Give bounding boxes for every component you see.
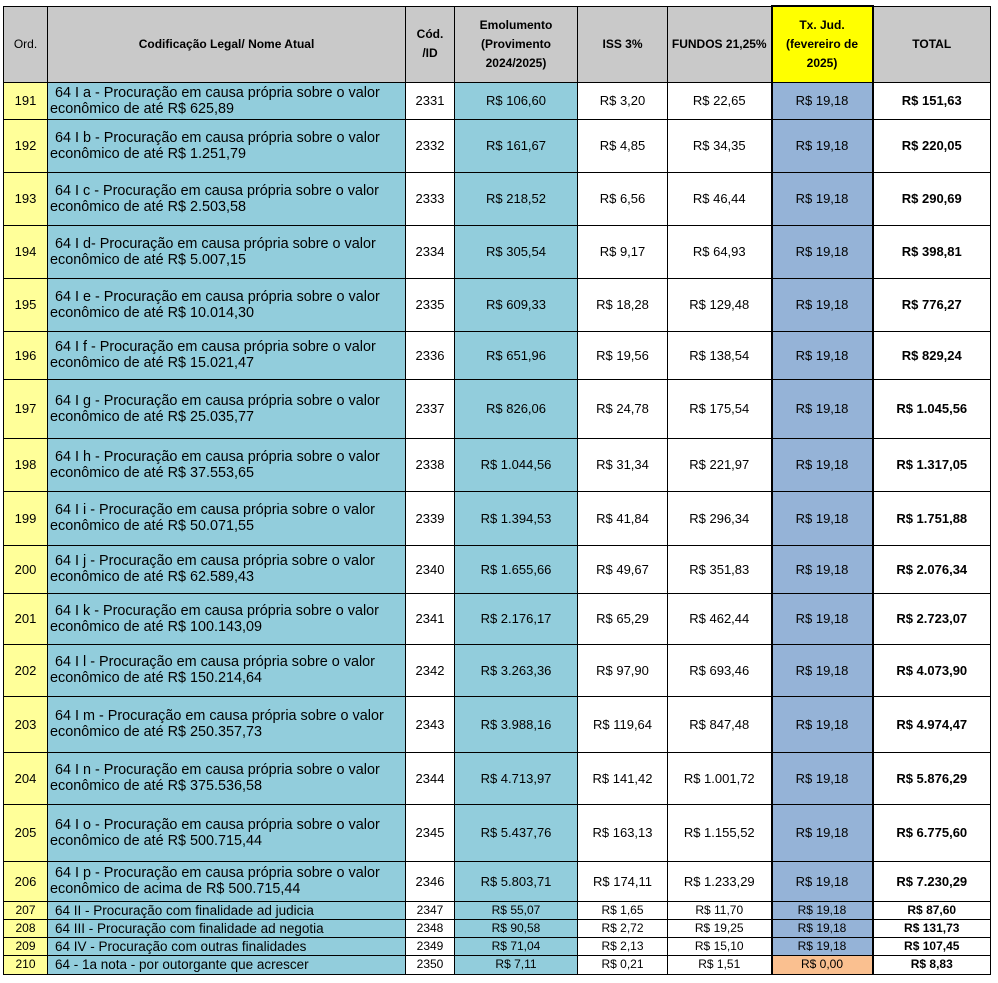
total-cell: R$ 8,83 bbox=[873, 955, 991, 974]
description-line-1: 64 I e - Procuração em causa própria sobre o valor bbox=[55, 288, 380, 305]
ord-cell: 197 bbox=[4, 379, 48, 438]
tx-jud-cell: R$ 19,18 bbox=[772, 752, 873, 804]
ord-cell: 195 bbox=[4, 278, 48, 331]
fundos-cell: R$ 462,44 bbox=[668, 593, 772, 644]
emolumento-cell: R$ 2.176,17 bbox=[455, 593, 578, 644]
description-cell bbox=[48, 955, 406, 974]
header-ord: Ord. bbox=[4, 6, 48, 82]
emolumento-cell: R$ 3.988,16 bbox=[455, 696, 578, 752]
iss-cell: R$ 6,56 bbox=[578, 172, 668, 225]
table-row bbox=[4, 119, 991, 172]
fundos-cell: R$ 64,93 bbox=[668, 225, 772, 278]
emolumento-cell: R$ 218,52 bbox=[455, 172, 578, 225]
header-tx-jud: Tx. Jud. (fevereiro de 2025) bbox=[772, 6, 873, 82]
description-line-2: econômico de até R$ 50.071,55 bbox=[50, 518, 255, 534]
iss-cell: R$ 24,78 bbox=[578, 379, 668, 438]
tx-jud-cell: R$ 19,18 bbox=[772, 696, 873, 752]
emolumento-cell: R$ 651,96 bbox=[455, 331, 578, 379]
description-line-1: 64 I h - Procuração em causa própria sobre o valor bbox=[55, 448, 380, 465]
description-line-2: econômico de até R$ 2.503,58 bbox=[50, 198, 247, 215]
emolumento-cell: R$ 7,11 bbox=[455, 955, 578, 974]
total-cell: R$ 290,69 bbox=[873, 172, 991, 225]
fundos-cell: R$ 1.233,29 bbox=[668, 861, 772, 901]
tx-jud-cell: R$ 19,18 bbox=[772, 225, 873, 278]
cod-cell: 2337 bbox=[406, 379, 455, 438]
fundos-cell: R$ 15,10 bbox=[668, 937, 772, 955]
header-nome: Codificação Legal/ Nome Atual bbox=[48, 6, 406, 82]
tx-jud-cell: R$ 19,18 bbox=[772, 491, 873, 545]
tx-jud-cell: R$ 19,18 bbox=[772, 172, 873, 225]
ord-cell: 202 bbox=[4, 644, 48, 696]
description-line-1: 64 I f - Procuração em causa própria sobre o valor bbox=[55, 339, 376, 355]
emolumento-cell: R$ 55,07 bbox=[455, 901, 578, 919]
description-line-2: econômico de até R$ 62.589,43 bbox=[50, 569, 255, 585]
table-row bbox=[4, 172, 991, 225]
emolumento-cell: R$ 1.394,53 bbox=[455, 491, 578, 545]
table-row bbox=[4, 331, 991, 379]
ord-cell: 210 bbox=[4, 955, 48, 974]
fundos-cell: R$ 175,54 bbox=[668, 379, 772, 438]
description-cell bbox=[48, 696, 406, 752]
description-line-1: 64 I k - Procuração em causa própria sobre o valor bbox=[55, 602, 379, 619]
table-row bbox=[4, 644, 991, 696]
table-row bbox=[4, 225, 991, 278]
iss-cell: R$ 4,85 bbox=[578, 119, 668, 172]
tx-jud-cell: R$ 19,18 bbox=[772, 804, 873, 861]
description-cell bbox=[48, 644, 406, 696]
description-cell bbox=[48, 82, 406, 119]
cod-cell: 2346 bbox=[406, 861, 455, 901]
header-emolumento: Emolumento (Provimento 2024/2025) bbox=[455, 6, 578, 82]
description-line-1: 64 I n - Procuração em causa própria sobre o valor bbox=[55, 762, 380, 778]
description-line-1: 64 I o - Procuração em causa própria sobre o valor bbox=[55, 816, 380, 833]
description-line-1: 64 I j - Procuração em causa própria sobre o valor bbox=[55, 553, 375, 569]
fundos-cell: R$ 296,34 bbox=[668, 491, 772, 545]
cod-cell: 2341 bbox=[406, 593, 455, 644]
table-row bbox=[4, 804, 991, 861]
fundos-cell: R$ 221,97 bbox=[668, 438, 772, 491]
iss-cell: R$ 41,84 bbox=[578, 491, 668, 545]
emolumento-cell: R$ 106,60 bbox=[455, 82, 578, 119]
header-cod: Cód. /ID bbox=[406, 6, 455, 82]
description-cell bbox=[48, 172, 406, 225]
fundos-cell: R$ 138,54 bbox=[668, 331, 772, 379]
iss-cell: R$ 141,42 bbox=[578, 752, 668, 804]
emolumento-cell: R$ 1.044,56 bbox=[455, 438, 578, 491]
total-cell: R$ 776,27 bbox=[873, 278, 991, 331]
description-line-2: econômico de até R$ 500.715,44 bbox=[50, 832, 263, 849]
description-line-1: 64 I g - Procuração em causa própria sobre o valor bbox=[55, 392, 380, 409]
description-cell bbox=[48, 901, 406, 919]
description-line-1: 64 I b - Procuração em causa própria sobre o valor bbox=[55, 129, 380, 146]
emolumento-cell: R$ 5.437,76 bbox=[455, 804, 578, 861]
header-fundos: FUNDOS 21,25% bbox=[668, 6, 772, 82]
total-cell: R$ 4.073,90 bbox=[873, 644, 991, 696]
fee-table-container bbox=[3, 5, 991, 975]
iss-cell: R$ 2,13 bbox=[578, 937, 668, 955]
description-line-1: 64 I m - Procuração em causa própria sobre o valor bbox=[55, 708, 384, 724]
iss-cell: R$ 3,20 bbox=[578, 82, 668, 119]
description-cell bbox=[48, 331, 406, 379]
description-line-1: 64 I d- Procuração em causa própria sobre o valor bbox=[55, 235, 376, 252]
emolumento-cell: R$ 3.263,36 bbox=[455, 644, 578, 696]
total-cell: R$ 2.723,07 bbox=[873, 593, 991, 644]
table-row bbox=[4, 379, 991, 438]
description-line-2: econômico de até R$ 10.014,30 bbox=[50, 304, 255, 321]
cod-cell: 2350 bbox=[406, 955, 455, 974]
ord-cell: 194 bbox=[4, 225, 48, 278]
description-line-2: econômico de até R$ 5.007,15 bbox=[50, 251, 247, 268]
total-cell: R$ 829,24 bbox=[873, 331, 991, 379]
iss-cell: R$ 1,65 bbox=[578, 901, 668, 919]
ord-cell: 199 bbox=[4, 491, 48, 545]
ord-cell: 200 bbox=[4, 545, 48, 593]
description-cell bbox=[48, 937, 406, 955]
description-line-1: 64 I c - Procuração em causa própria sobre o valor bbox=[55, 182, 379, 199]
tx-jud-cell: R$ 19,18 bbox=[772, 82, 873, 119]
table-row bbox=[4, 278, 991, 331]
description-line-2: econômico de até R$ 1.251,79 bbox=[50, 145, 247, 162]
table-row bbox=[4, 696, 991, 752]
fundos-cell: R$ 693,46 bbox=[668, 644, 772, 696]
description-line-2: econômico de até R$ 250.357,73 bbox=[50, 724, 263, 740]
description-line-1: 64 I i - Procuração em causa própria sobre o valor bbox=[55, 502, 375, 518]
ord-cell: 201 bbox=[4, 593, 48, 644]
tx-jud-cell: R$ 19,18 bbox=[772, 119, 873, 172]
description-cell bbox=[48, 752, 406, 804]
emolumento-cell: R$ 609,33 bbox=[455, 278, 578, 331]
table-row bbox=[4, 82, 991, 119]
description-cell bbox=[48, 119, 406, 172]
total-cell: R$ 151,63 bbox=[873, 82, 991, 119]
tx-jud-cell: R$ 19,18 bbox=[772, 379, 873, 438]
description-cell bbox=[48, 491, 406, 545]
table-row bbox=[4, 438, 991, 491]
fundos-cell: R$ 1,51 bbox=[668, 955, 772, 974]
tx-jud-cell: R$ 19,18 bbox=[772, 593, 873, 644]
cod-cell: 2347 bbox=[406, 901, 455, 919]
tx-jud-cell: R$ 19,18 bbox=[772, 278, 873, 331]
ord-cell: 208 bbox=[4, 919, 48, 937]
cod-cell: 2349 bbox=[406, 937, 455, 955]
iss-cell: R$ 97,90 bbox=[578, 644, 668, 696]
description-line-2: econômico de até R$ 37.553,65 bbox=[50, 464, 255, 481]
cod-cell: 2342 bbox=[406, 644, 455, 696]
cod-cell: 2343 bbox=[406, 696, 455, 752]
total-cell: R$ 398,81 bbox=[873, 225, 991, 278]
tx-jud-cell: R$ 19,18 bbox=[772, 644, 873, 696]
total-cell: R$ 1.751,88 bbox=[873, 491, 991, 545]
description-line-2: econômico de até R$ 25.035,77 bbox=[50, 408, 255, 425]
total-cell: R$ 107,45 bbox=[873, 937, 991, 955]
cod-cell: 2331 bbox=[406, 82, 455, 119]
table-row bbox=[4, 901, 991, 919]
iss-cell: R$ 9,17 bbox=[578, 225, 668, 278]
ord-cell: 192 bbox=[4, 119, 48, 172]
description-cell bbox=[48, 545, 406, 593]
ord-cell: 203 bbox=[4, 696, 48, 752]
iss-cell: R$ 2,72 bbox=[578, 919, 668, 937]
cod-cell: 2339 bbox=[406, 491, 455, 545]
description-line-1: 64 II - Procuração com finalidade ad judicia bbox=[55, 902, 314, 918]
table-row bbox=[4, 545, 991, 593]
description-cell bbox=[48, 804, 406, 861]
table-row bbox=[4, 491, 991, 545]
table-row bbox=[4, 593, 991, 644]
fundos-cell: R$ 34,35 bbox=[668, 119, 772, 172]
iss-cell: R$ 19,56 bbox=[578, 331, 668, 379]
total-cell: R$ 1.317,05 bbox=[873, 438, 991, 491]
description-cell bbox=[48, 593, 406, 644]
description-line-2: econômico de até R$ 375.536,58 bbox=[50, 778, 263, 794]
description-cell bbox=[48, 278, 406, 331]
description-cell bbox=[48, 225, 406, 278]
fundos-cell: R$ 22,65 bbox=[668, 82, 772, 119]
cod-cell: 2345 bbox=[406, 804, 455, 861]
description-line-1: 64 I l - Procuração em causa própria sobre o valor bbox=[55, 654, 375, 670]
tx-jud-cell: R$ 19,18 bbox=[772, 861, 873, 901]
emolumento-cell: R$ 5.803,71 bbox=[455, 861, 578, 901]
description-line-2: econômico de até R$ 100.143,09 bbox=[50, 618, 263, 635]
ord-cell: 206 bbox=[4, 861, 48, 901]
ord-cell: 198 bbox=[4, 438, 48, 491]
cod-cell: 2333 bbox=[406, 172, 455, 225]
description-line-1: 64 - 1a nota - por outorgante que acrescer bbox=[55, 957, 309, 972]
iss-cell: R$ 163,13 bbox=[578, 804, 668, 861]
fee-table bbox=[3, 5, 991, 975]
fundos-cell: R$ 1.155,52 bbox=[668, 804, 772, 861]
tx-jud-cell: R$ 19,18 bbox=[772, 331, 873, 379]
header-row bbox=[4, 6, 991, 82]
emolumento-cell: R$ 90,58 bbox=[455, 919, 578, 937]
cod-cell: 2335 bbox=[406, 278, 455, 331]
cod-cell: 2332 bbox=[406, 119, 455, 172]
header-total: TOTAL bbox=[873, 6, 991, 82]
table-row bbox=[4, 955, 991, 974]
fundos-cell: R$ 351,83 bbox=[668, 545, 772, 593]
iss-cell: R$ 49,67 bbox=[578, 545, 668, 593]
table-row bbox=[4, 919, 991, 937]
fundos-cell: R$ 129,48 bbox=[668, 278, 772, 331]
tx-jud-cell: R$ 19,18 bbox=[772, 438, 873, 491]
description-cell bbox=[48, 861, 406, 901]
description-line-1: 64 I a - Procuração em causa própria sobre o valor bbox=[55, 84, 380, 101]
total-cell: R$ 5.876,29 bbox=[873, 752, 991, 804]
cod-cell: 2340 bbox=[406, 545, 455, 593]
total-cell: R$ 131,73 bbox=[873, 919, 991, 937]
tx-jud-cell: R$ 19,18 bbox=[772, 919, 873, 937]
table-row bbox=[4, 937, 991, 955]
total-cell: R$ 1.045,56 bbox=[873, 379, 991, 438]
description-line-1: 64 I p - Procuração em causa própria sobre o valor bbox=[55, 865, 380, 881]
iss-cell: R$ 18,28 bbox=[578, 278, 668, 331]
iss-cell: R$ 31,34 bbox=[578, 438, 668, 491]
description-line-1: 64 III - Procuração com finalidade ad negotia bbox=[55, 920, 324, 936]
ord-cell: 196 bbox=[4, 331, 48, 379]
table-body bbox=[4, 82, 991, 974]
tx-jud-cell: R$ 0,00 bbox=[772, 955, 873, 974]
ord-cell: 209 bbox=[4, 937, 48, 955]
cod-cell: 2336 bbox=[406, 331, 455, 379]
emolumento-cell: R$ 71,04 bbox=[455, 937, 578, 955]
tx-jud-cell: R$ 19,18 bbox=[772, 901, 873, 919]
fundos-cell: R$ 46,44 bbox=[668, 172, 772, 225]
fundos-cell: R$ 19,25 bbox=[668, 919, 772, 937]
description-line-2: econômico de acima de R$ 500.715,44 bbox=[50, 881, 301, 897]
iss-cell: R$ 119,64 bbox=[578, 696, 668, 752]
description-cell bbox=[48, 379, 406, 438]
fundos-cell: R$ 1.001,72 bbox=[668, 752, 772, 804]
iss-cell: R$ 174,11 bbox=[578, 861, 668, 901]
iss-cell: R$ 0,21 bbox=[578, 955, 668, 974]
tx-jud-cell: R$ 19,18 bbox=[772, 937, 873, 955]
total-cell: R$ 4.974,47 bbox=[873, 696, 991, 752]
emolumento-cell: R$ 161,67 bbox=[455, 119, 578, 172]
emolumento-cell: R$ 1.655,66 bbox=[455, 545, 578, 593]
ord-cell: 204 bbox=[4, 752, 48, 804]
table-row bbox=[4, 752, 991, 804]
tx-jud-cell: R$ 19,18 bbox=[772, 545, 873, 593]
description-line-1: 64 IV - Procuração com outras finalidades bbox=[55, 938, 307, 954]
ord-cell: 205 bbox=[4, 804, 48, 861]
total-cell: R$ 87,60 bbox=[873, 901, 991, 919]
fundos-cell: R$ 847,48 bbox=[668, 696, 772, 752]
cod-cell: 2338 bbox=[406, 438, 455, 491]
cod-cell: 2344 bbox=[406, 752, 455, 804]
header-iss: ISS 3% bbox=[578, 6, 668, 82]
emolumento-cell: R$ 4.713,97 bbox=[455, 752, 578, 804]
ord-cell: 191 bbox=[4, 82, 48, 119]
total-cell: R$ 6.775,60 bbox=[873, 804, 991, 861]
description-line-2: econômico de até R$ 15.021,47 bbox=[50, 355, 255, 371]
total-cell: R$ 7.230,29 bbox=[873, 861, 991, 901]
cod-cell: 2348 bbox=[406, 919, 455, 937]
cod-cell: 2334 bbox=[406, 225, 455, 278]
total-cell: R$ 220,05 bbox=[873, 119, 991, 172]
description-line-2: econômico de até R$ 150.214,64 bbox=[50, 670, 263, 686]
description-line-2: econômico de até R$ 625,89 bbox=[50, 100, 235, 117]
ord-cell: 193 bbox=[4, 172, 48, 225]
emolumento-cell: R$ 305,54 bbox=[455, 225, 578, 278]
emolumento-cell: R$ 826,06 bbox=[455, 379, 578, 438]
description-cell bbox=[48, 919, 406, 937]
table-row bbox=[4, 861, 991, 901]
total-cell: R$ 2.076,34 bbox=[873, 545, 991, 593]
ord-cell: 207 bbox=[4, 901, 48, 919]
iss-cell: R$ 65,29 bbox=[578, 593, 668, 644]
fundos-cell: R$ 11,70 bbox=[668, 901, 772, 919]
description-cell bbox=[48, 438, 406, 491]
